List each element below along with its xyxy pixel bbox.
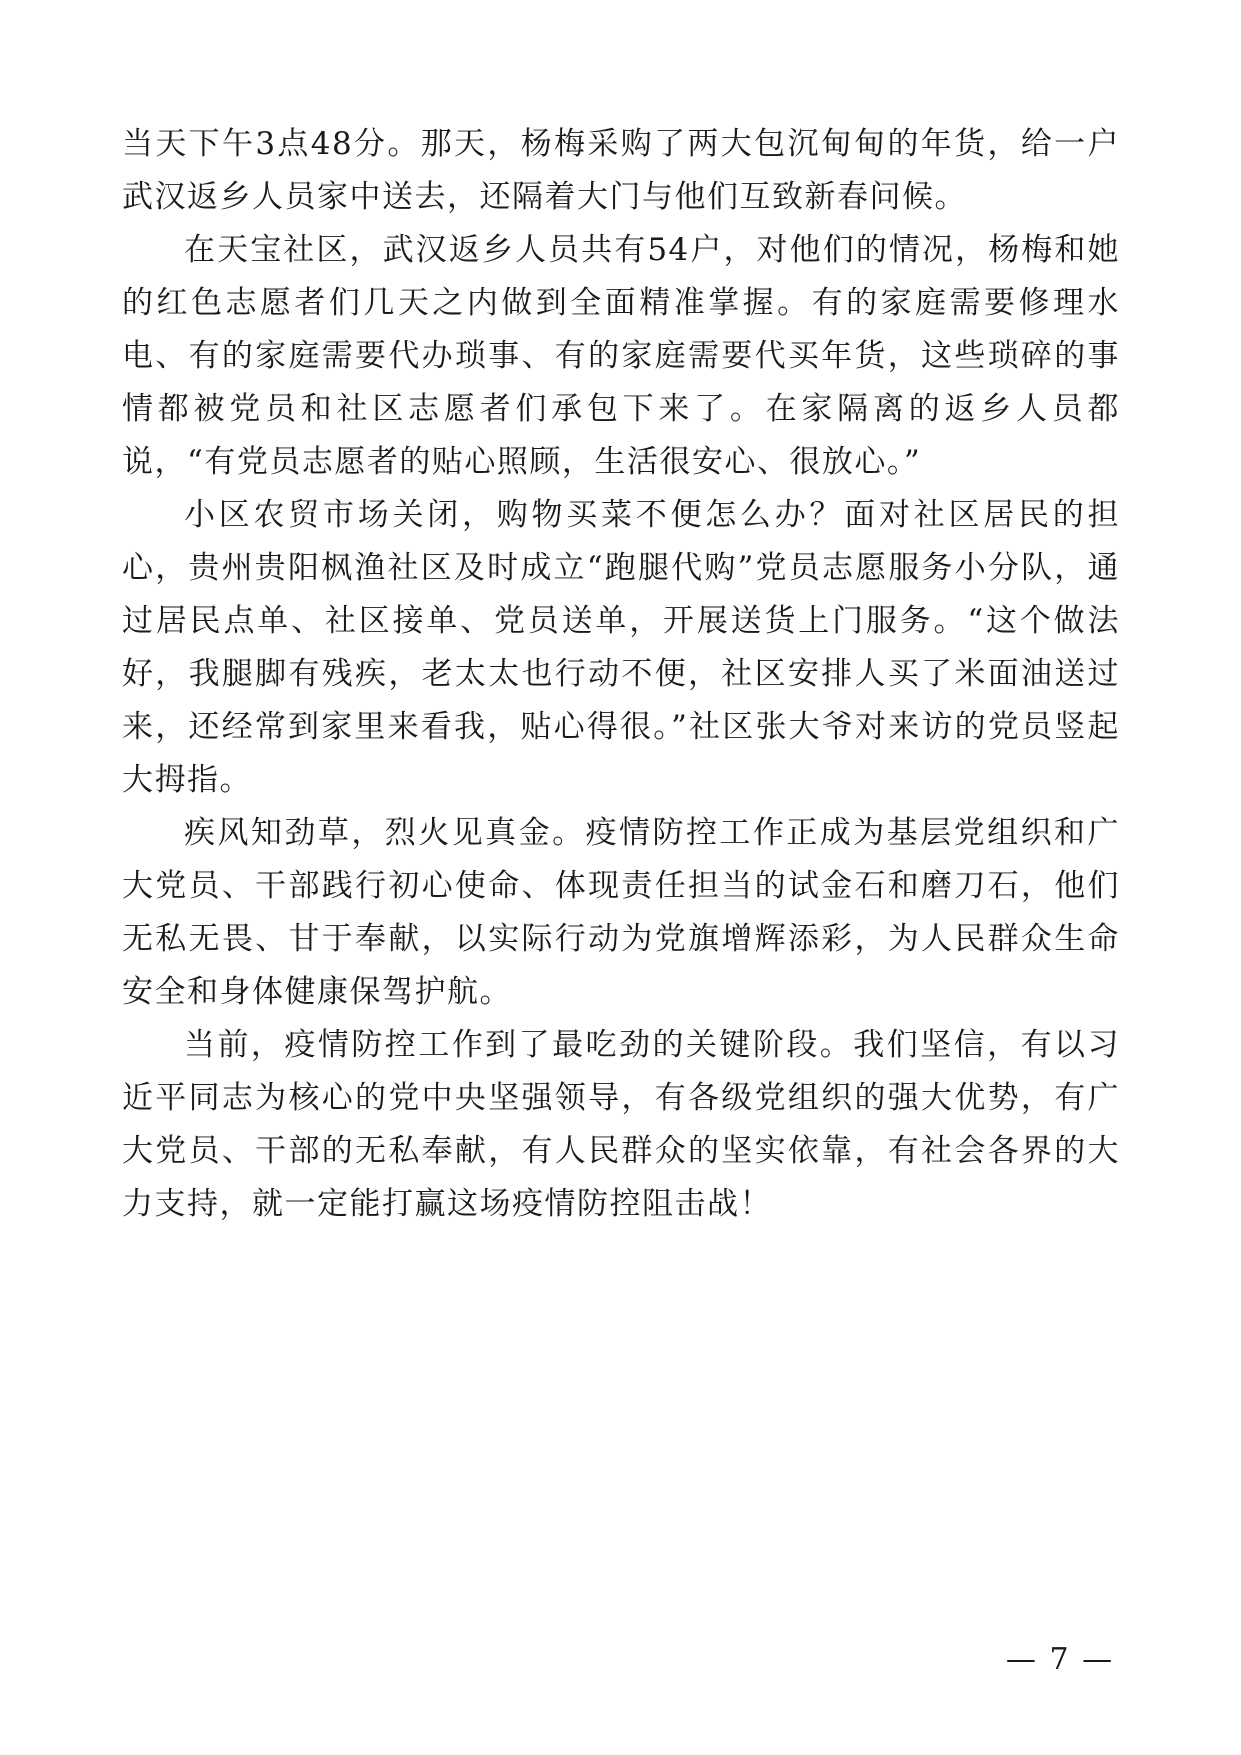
paragraph-tianbao-community: 在天宝社区，武汉返乡人员共有54户，对他们的情况，杨梅和她的红色志愿者们几天之内做到全面精准掌握。有的家庭需要修理水电、有的家庭需要代办琐事、有的家庭需要代买年货，这些琐碎的事情都被党员和社区志愿者们承包下来了。在家隔离的返乡人员都说，“有党员志愿者的贴心照顾，生活很安心、很放心。” [122,232,1120,480]
paragraph-touchstone: 疾风知劲草，烈火见真金。疫情防控工作正成为基层党组织和广大党员、干部践行初心使命、体现责任担当的试金石和磨刀石，他们无私无畏、甘于奉献，以实际行动为党旗增辉添彩，为人民群众生命安全和身体健康保驾护航。 [122,815,1120,1010]
paragraph-fengyu-community: 小区农贸市场关闭，购物买菜不便怎么办？面对社区居民的担心，贵州贵阳枫渔社区及时成立“跑腿代购”党员志愿服务小分队，通过居民点单、社区接单、党员送单，开展送货上门服务。“这个做法好，我腿脚有残疾，老太太也行动不便，社区安排人买了米面油送过来，还经常到家里来看我，贴心得很。”社区张大爷对来访的党员竖起大拇指。 [122,497,1120,798]
paragraph-conclusion: 当前，疫情防控工作到了最吃劲的关键阶段。我们坚信，有以习近平同志为核心的党中央坚强领导，有各级党组织的强大优势，有广大党员、干部的无私奉献，有人民群众的坚实依靠，有社会各界的大力支持，就一定能打赢这场疫情防控阻击战！ [122,1027,1120,1222]
paragraph-continued: 当天下午3点48分。那天，杨梅采购了两大包沉甸甸的年货，给一户武汉返乡人员家中送去，还隔着大门与他们互致新春问候。 [122,126,1120,215]
page-number: — 7 — [1005,1642,1115,1677]
body-text [122,118,1120,1231]
